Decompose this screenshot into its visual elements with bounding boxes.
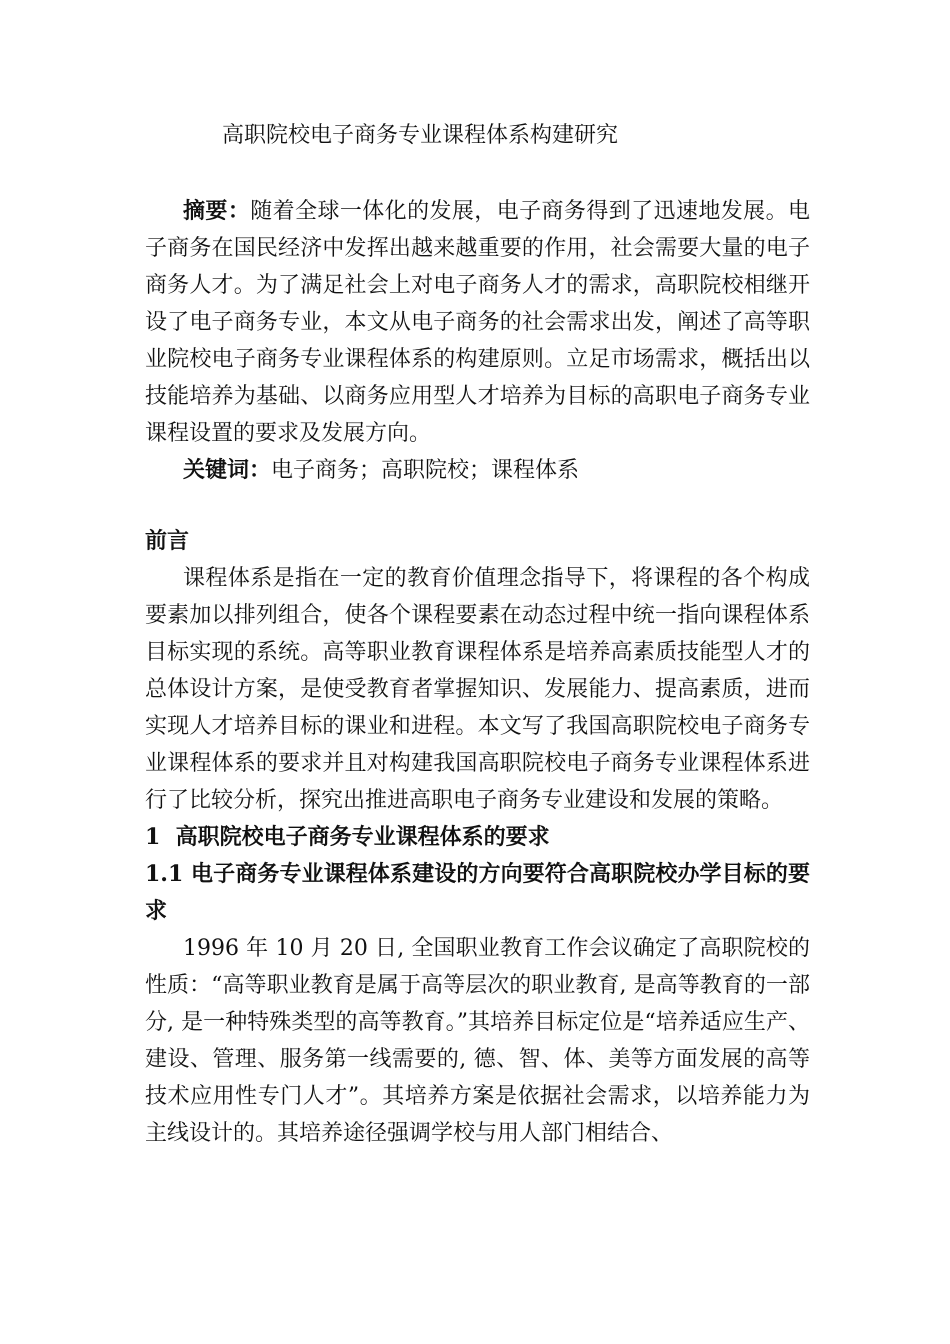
abstract-label: 摘要：	[183, 198, 251, 224]
section-1-1-heading: 1.1 电子商务专业课程体系建设的方向要符合高职院校办学目标的要求	[145, 861, 810, 924]
document-title: 高职院校电子商务专业课程体系构建研究	[222, 123, 619, 148]
preface-heading: 前言	[145, 528, 190, 554]
abstract-paragraph	[145, 193, 810, 452]
keywords-text: 电子商务；高职院校；课程体系	[271, 458, 580, 483]
keywords-label: 关键词：	[183, 457, 272, 483]
section-1-heading: 1 高职院校电子商务专业课程体系的要求	[145, 824, 550, 850]
preface-paragraph: 课程体系是指在一定的教育价值理念指导下，将课程的各个构成要素加以排列组合，使各个课程要素在动态过程中统一指向课程体系目标实现的系统。高等职业教育课程体系是培养高素质技能型人才的总体设计方案，是使受教育者掌握知识、发展能力、提高素质，进而实现人才培养目标的课业和进程。本文写了我国高职院校电子商务专业课程体系的要求并且对构建我国高职院校电子商务专业课程体系进行了比较分析，探究出推进高职电子商务专业建设和发展的策略。	[145, 566, 810, 813]
section-1-1-paragraph: 1996 年 10 月 20 日, 全国职业教育工作会议确定了高职院校的性质：“高等职业教育是属于高等层次的职业教育, 是高等教育的一部分, 是一种特殊类型的高等教育。”其培养目标定位是“培养适应生产、建设、管理、服务第一线需要的, 德、智、体、美等方面发展的高等技术应用性专门人才”。其培养方案是依据社会需求，以培养能力为主线设计的。其培养途径强调学校与用人部门相结合、	[145, 936, 810, 1146]
main-body	[145, 523, 810, 1152]
abstract-text: 随着全球一体化的发展，电子商务得到了迅速地发展。电子商务在国民经济中发挥出越来越重要的作用，社会需要大量的电子商务人才。为了满足社会上对电子商务人才的需求，高职院校相继开设了电子商务专业，本文从电子商务的社会需求出发，阐述了高等职业院校电子商务专业课程体系的构建原则。立足市场需求，概括出以技能培养为基础、以商务应用型人才培养为目标的高职电子商务专业课程设置的要求及发展方向。	[145, 199, 810, 446]
abstract-block	[145, 193, 810, 489]
keywords-paragraph	[145, 452, 810, 489]
